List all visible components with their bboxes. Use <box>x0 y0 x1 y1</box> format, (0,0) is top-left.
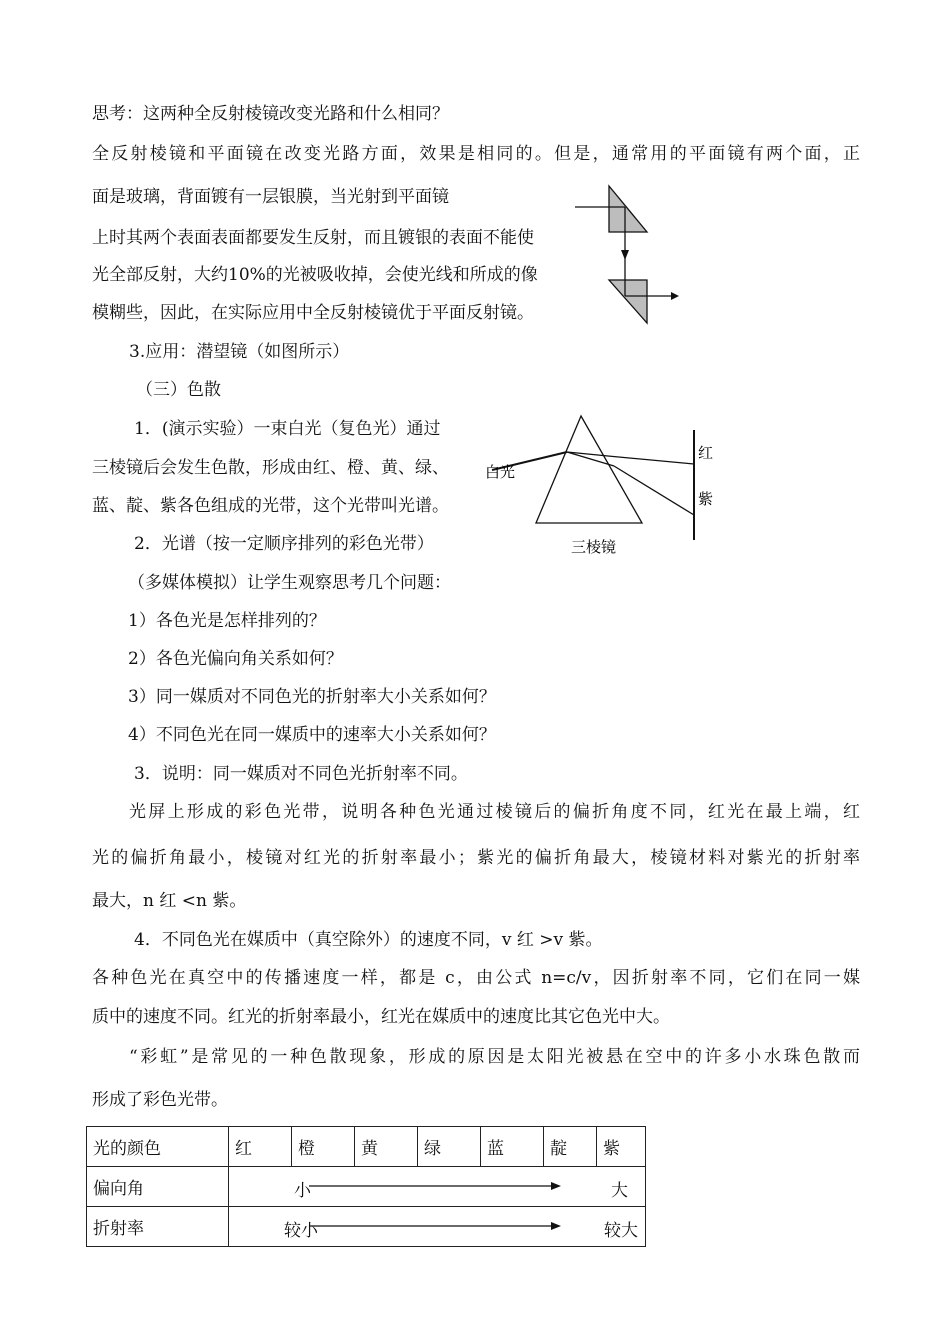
question-3: 3）同一媒质对不同色光的折射率大小关系如何？ <box>128 687 496 707</box>
text-line-9: 1．(演示实验）一束白光（复色光）通过 <box>134 419 441 439</box>
deviation-to: 大 <box>611 1181 628 1201</box>
text-line-10: 三棱镜后会发生色散，形成由红、橙、黄、绿、 <box>92 458 449 478</box>
text-line-12: 2．光谱（按一定顺序排列的彩色光带） <box>134 534 434 554</box>
text-line-2: 全反射棱镜和平面镜在改变光路方面，效果是相同的。但是，通常用的平面镜有两个面，正 <box>92 144 860 164</box>
refractive-trend <box>229 1207 646 1247</box>
refractive-to: 较大 <box>604 1221 638 1241</box>
arrow-right-icon <box>309 1179 561 1193</box>
text-line-24: 质中的速度不同。红光的折射率最小，红光在媒质中的速度比其它色光中大。 <box>92 1007 670 1027</box>
color-cell: 紫 <box>597 1127 646 1167</box>
deviation-from: 小 <box>294 1181 311 1201</box>
table-row-colors <box>87 1127 646 1167</box>
text-line-26: 形成了彩色光带。 <box>92 1090 228 1110</box>
text-line-11: 蓝、靛、紫各色组成的光带，这个光带叫光谱。 <box>92 496 449 516</box>
row-header: 折射率 <box>87 1207 229 1247</box>
text-line-25: “彩虹”是常见的一种色散现象，形成的原因是太阳光被悬在空中的许多小水珠色散而 <box>129 1047 860 1067</box>
violet-label: 紫 <box>698 490 714 508</box>
refractive-from: 较小 <box>284 1221 318 1241</box>
color-cell: 蓝 <box>481 1127 544 1167</box>
row-header: 光的颜色 <box>87 1127 229 1167</box>
color-cell: 橙 <box>292 1127 355 1167</box>
red-ray <box>608 456 694 464</box>
text-line-3: 面是玻璃，背面镀有一层银膜，当光射到平面镜 <box>92 187 449 207</box>
table-row-deviation <box>87 1167 646 1207</box>
periscope-prism-figure <box>575 180 685 330</box>
color-cell: 红 <box>229 1127 292 1167</box>
upper-prism <box>609 186 647 232</box>
text-line-18: 3．说明：同一媒质对不同色光折射率不同。 <box>134 764 468 784</box>
text-line-20: 光的偏折角最小，棱镜对红光的折射率最小；紫光的偏折角最大，棱镜材料对紫光的折射率 <box>92 848 860 868</box>
text-line-21: 最大，n 红 <n 紫。 <box>92 891 247 911</box>
color-cell: 靛 <box>544 1127 597 1167</box>
question-2: 2）各色光偏向角关系如何？ <box>128 649 343 669</box>
lower-prism <box>609 280 647 323</box>
prism-label: 三棱镜 <box>571 538 617 556</box>
text-line-6: 模糊些，因此，在实际应用中全反射棱镜优于平面反射镜。 <box>92 303 534 323</box>
arrow-right-icon <box>309 1219 561 1233</box>
triangular-prism <box>536 416 642 523</box>
section-heading: （三）色散 <box>136 380 221 400</box>
text-line-5: 光全部反射，大约10%的光被吸收掉，会使光线和所成的像 <box>92 265 538 285</box>
question-1: 1）各色光是怎样排列的？ <box>128 611 326 631</box>
text-line-23: 各种色光在真空中的传播速度一样，都是 c，由公式 n=c/v，因折射率不同，它们在同一媒 <box>92 968 860 988</box>
text-line-13: （多媒体模拟）让学生观察思考几个问题： <box>128 573 451 593</box>
color-cell: 绿 <box>418 1127 481 1167</box>
deviation-trend <box>229 1167 646 1207</box>
spectrum-table <box>86 1126 646 1247</box>
row-header: 偏向角 <box>87 1167 229 1207</box>
text-line-19: 光屏上形成的彩色光带，说明各种色光通过棱镜后的偏折角度不同，红光在最上端，红 <box>129 802 860 822</box>
table-row-refractive-index <box>87 1207 646 1247</box>
red-label: 红 <box>698 444 714 462</box>
text-line-1: 思考：这两种全反射棱镜改变光路和什么相同？ <box>92 104 449 124</box>
text-line-7: 3.应用：潜望镜（如图所示） <box>129 342 350 362</box>
violet-ray <box>614 466 694 515</box>
dispersion-prism-figure <box>480 408 725 560</box>
text-line-22: 4．不同色光在媒质中（真空除外）的速度不同，v 红 >v 紫。 <box>134 930 603 950</box>
white-light-label: 白光 <box>485 463 516 481</box>
question-4: 4）不同色光在同一媒质中的速率大小关系如何？ <box>128 725 496 745</box>
color-cell: 黄 <box>355 1127 418 1167</box>
text-line-4: 上时其两个表面表面都要发生反射，而且镀银的表面不能使 <box>92 228 534 248</box>
